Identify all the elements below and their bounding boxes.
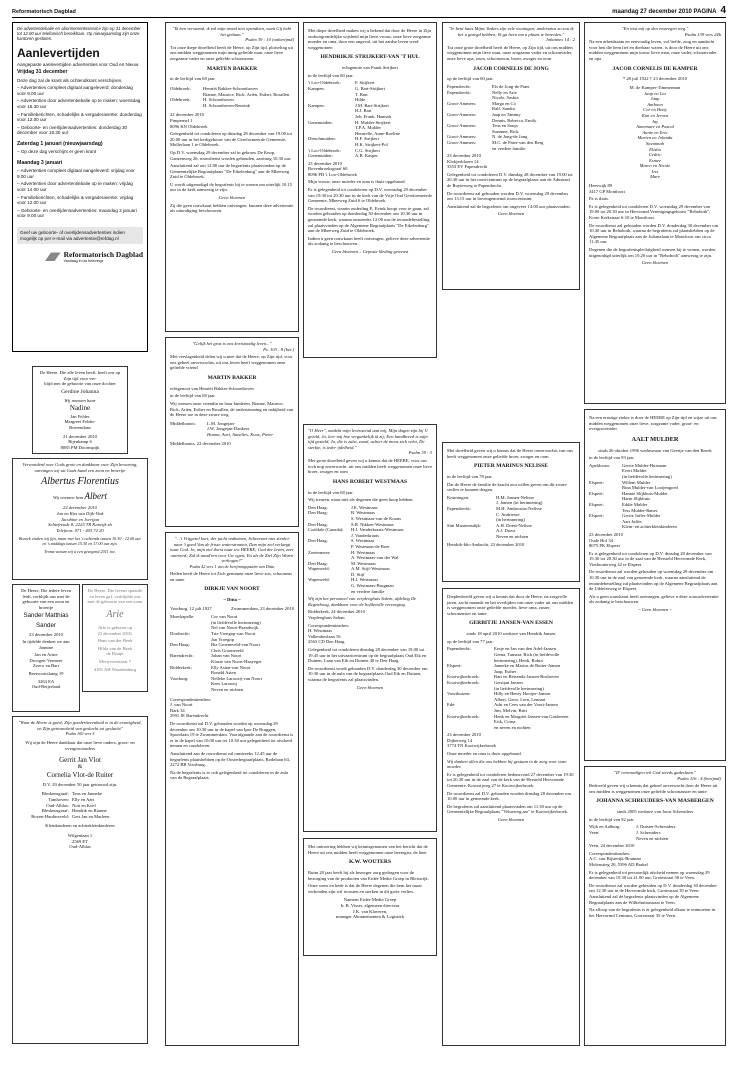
family-names: Hilly en Henry Hooijer-Jansen [494,691,551,697]
family-row [589,524,721,530]
family-place: Coaldale (Canada): [308,527,344,533]
family-member: Annie en Eric [642,129,668,135]
family-names: H. Westmaas [351,549,376,555]
family-names: A. Westmaas-van der Wal [351,555,399,561]
family-names: J. Jansen (in herinnering) [496,500,543,506]
refdag-logo: Reformatorisch Dagblad Vandaag in uw belevings [17,250,143,264]
family-names: Suzanne, Rick [492,128,519,134]
family-place: Papendrecht: [447,646,471,652]
family-names: S.B. Nikken-Westmaas [351,521,394,527]
page-date: maandag 27 december 2010 PAGINA 4 [612,5,726,16]
family-member: Jay [651,118,659,124]
family-names: Dennis, Rebecca, Emily [492,117,537,123]
family-names: M.H. Ambrosius-Nelisse [496,505,542,511]
family-list [589,85,721,180]
family-names: A.B. Kasper [355,153,378,159]
family-names: Klein- en achterkleinkinderen [622,524,677,530]
family-member: Jaap en Lia [644,90,666,96]
family-names: Erik, Corna [494,719,516,725]
birth-ad-nadine: De Heere, Die alle leven heeft, heeft ons op Zijn tijd voor ver- blijd met de geboorte van onze dochter Gerdine Johanna Wij noemen haar Nadine Jan Felder Margreet Felder- Boerendans 21 december 2010 Bijenkamp 6 8085 PM Doornspijk [32,366,128,454]
family-member: Annemare en Pascal [636,124,674,130]
family-names: Ronald Asten [211,670,236,676]
family-names: Job, Frank, Hannah [355,113,391,119]
family-names: Eesje en Jan van den Adel-Jansen [494,646,556,652]
family-names: Chris Groeneveld [211,647,244,653]
family-place: Wapenveld: [308,577,330,583]
list-3-jan: – Advertenties compleet digitaal aangeleverd: vrijdag voor 9.00 uur – Advertenties door advertentiebalie op te maken: vrijdag voor 14.00 uur – Familieberichten, schadelijks & vergaderavertie: vrijdag voor 12.00 uur – Geboorte- en overlijdensadvertenties: maandag 3 januari voor 9.00 uur [17,168,137,219]
family-place: Genemuiden: [308,153,333,159]
family-names: Eddie Mulder [622,501,648,507]
obituary-aalt-mulder: Na een ernstige ziekte is door de HEERE op Zijn tijd en wijze uit ons midden weggenomen onze lieve, zorgzame vader, groot- en overgrootvader AALT MULDER sinds 26 oktober 1996 weduwnaar van Geertje van den Broek in de leeftijd van 93 jaar. Apeldoorn: Gerrie Mulder-Huisman Evert Mulder (in liefdevolle herinnering) Elspeet: Willem Mulder Rina Mulder-van Looijengoed Elspeet: Hannie Slijkhuis-Mulder Harm Slijkhuis Elspeet: Eddie Mulder Tess Mulder-Ranes Elspeet: Gerrie Juffer-Mulder Aart Juffer Klein- en achterkleinkinderen 23 december 2010 Oude Hof 34 8075 PK Elspeet Er is gelegenheid tot condoleren op D.V. dinsdag 28 december van 19.30 tot 20.30 uur in de zaal van de Hersteld Hervormde Kerk, Vierhouterweg 42 te Elspeet. De rouwdienst zal worden gehouden op woensdag 29 december om 10.30 uur in de zaal van genoemde kerk, waarna aansluitend de teraardebestelling zal plaatsvinden op de Algemene Begraafplaats aan de Uddelerweg te Elspeet. Als u geen rouwkaart heeft ontvangen, gelieve u deze rouwadvertentie als zodanig te beschouwen. ~ Geen bloemen ~ [584,409,726,761]
family-place [589,524,619,530]
family-names: C.G. Strijkert [355,147,380,153]
family-place: Moerkapelle: [170,614,195,620]
family-names: Neven en nichten [211,687,244,692]
aanlevertijden-notice: De advertentiebalie en abonnementsservice zijn op 31 december tot 12.00 uur telefonisch bereikbaar. Op nieuwjaarsdag zijn onze kantoren gesloten. Aanlevertijden Aangepaste aanlevertijden advertenties voor Oud en Nieuw. Vrijdag 31 december Deze dag zal de krant als ochtendkrant verschijnen. – Advertenties compleet digitaal aangeleverd: donderdag voor 9.00 uur – Advertenties door advertentiebalie op te maken: woensdag voor 15.30 uur – Familieberichten, schadelijks & vergaderavertie: donderdag voor 12.00 uur – Geboorte- en overlijdensadvertenties: donderdag 30 december voor 18.30 uur Zaterdag 1 januari (nieuwjaarsdag) – Op deze dag verschijnt er geen krant Maandag 3 januari – Advertenties compleet digitaal aangeleverd: vrijdag voor 9.00 uur – Advertenties door advertentiebalie op te maken: vrijdag voor 14.00 uur – Familieberichten, schadelijks & vergaderavertie: vrijdag voor 12.00 uur – Geboorte- en overlijdensadvertenties: maandag 3 januari voor 9.00 uur Geef uw geboorte- of overlijdensadvertenties indien mogelijk op per e-mail via advertentie@refdag.nl Reformatorisch Dagblad Vandaag in uw belevings [12,22,148,352]
family-names: Kees Laroozij [211,681,237,687]
family-names: T. Bart [355,91,368,97]
family-place: Den Haag: [170,642,190,648]
family-place: Elspeet: [589,513,604,519]
family-names: J. Vanderkraats [351,532,379,538]
obituary-hendrikje-strijkert: Met diepe droefheid maken wij u bekend dat door de Heere in Zijn ondoorgrondelijke wijsheid mijn lieve vrouw, onze lieve zorgzame moeder en oma, door een ongeval, uit het aardse leven werd weggenomen HENDRIKJE STRIJKERT-VAN 'T HUL echtgenote van Frank Strijkert in de leeftijd van 60 jaar. 't Loo-Oldebroek: F. Strijkert Kampen: G. Bart-Strijkert T. Bart Hilde Kampen: J.M. Bart-Strijkert H.J. Bart Job, Frank, Hannah Genemuiden: H. Mulder-Strijkert T.P.A. Mulder Henrielle, Anne-Roeline Dieschmuiden: H.F. Strijkert H.K. Strijkert-Pol 't Loo-Oldebroek: C.G. Strijkert Genemuiden: A.B. Kasper 23 december 2010 Bovenbroeksgraaf 60 8096 PD 't Loo-Oldebroek Mijn vrouw, onze moeder en oma is thuis opgebaard. Er is gelegenheid tot condoleren op D.V. woensdag 29 december van 19.30 tot 20.30 uur in de kerk van de Vrije Oud Gereformeerde Gemeente, Mheeweg Zuid 6 te Oldebroek. De rouwdienst, waarin ouderling E. Evink hoopt voor te gaan, zal worden gehouden op donderdag 30 december om 10.30 uur in genoemde kerk, waarna omstreeks 12.00 uur de teraardebestelling zal plaatsvinden op de Algemene Begraafplaats "De Eikelenburg" aan de Mheeweg Zuid te Oldebroek. Indien u geen rouwkaart heeft ontvangen, gelieve deze advertentie als zodanig te beschouwen. Geen bloemen – Gepaste kleding gewenst [303,22,437,358]
family-member: Esmee [649,157,661,163]
family-names: Bia Groeneveld-van Noort [211,642,260,648]
family-names: Nicole, Saskia [492,95,519,101]
family-member: Cor en Hetty [643,107,667,113]
family-names: Els de Jong-de Pater [492,83,530,89]
list-31-dec: – Advertenties compleet digitaal aangeleverd: donderdag voor 9.00 uur – Advertenties door advertentiebalie op te maken: woensdag voor 15.30 uur – Familieberichten, schadelijks & vergaderavertie: donderdag voor 12.00 uur – Geboorte- en overlijdensadvertenties: donderdag 30 december voor 18.30 uur [17,85,142,136]
family-place: Kruiningen: [447,494,470,500]
family-member: Jaap [650,96,660,102]
family-names: en neven en nichten [494,724,531,730]
family-names: H.J. Bart [355,108,372,114]
family-place: Papendrecht: [447,89,471,95]
family-place [447,534,493,540]
family-place: Sint Maartensdijk: [447,522,482,528]
family-place: Voorburg: [170,675,189,681]
family-place: Den Haag: [308,521,328,527]
family-place: Kampen: [308,85,325,91]
family-names: Jim, Melvin, Britt [494,707,527,713]
family-names: Elly Asten-van Noort [211,664,251,670]
family-names: H.M. Jansen-Nelisse [496,494,535,500]
family-place: 't Loo-Oldebroek: [308,80,341,86]
obituary-dirkje-van-noort: "...'t Vrijgezel kort, der jacht ontkomen, Schreeuwt niet sterker naar 't goed Van de frisse waterstromen, Dan mijn ziel verlangt naar God. Ja, mijn ziel dorst naar uw HEERE; God der leven, zeer ontroerd; Zal ik naad'ren voor Uw ogen; En als de Ziel Zijn Wezen verhogen?" Psalm 42 vers 1 van de berijmingspsalm van Dittu Heden heeft de Heere tot Zich genomen onze lieve zus, schoonzus en tante DIRKJE VAN NOORT ~ Ditta ~ Voorburg, 12 juli 1927 Zwammerdam, 23 december 2010 Moerkapelle: Cor van Noort (in liefdevolle herinnering) Nel van Noort-Brandwijk Dordrecht: Trie Vroegop-van Noort Jan Vroegop Den Haag: Bia Groeneveld-van Noort Chris Groeneveld Barendrecht: Johan van Noort Klazie van Noort-Haayeger Ridderkerk: Elly Asten-van Noort Ronald Asten Voorburg: Nelleke Laroozij-van Noort Kees Laroozij Neven en nichten Correspondentieadres: J. van Noort Bark 34 2991 JE Barendrecht De rouwdienst zal D.V. gehouden worden op woensdag 29 december om 10.30 uur in de kapel van Ipse De Bruggen, Spoorlaan 19 te Zwammerdam. Voorafgaande aan de rouwdienst is er in de kapel van 10.00 uur tot 10.30 uur gelegenheid tot afscheid nemen en condoleren. Aansluitend aan de rouwdienst zal omstreeks 12.45 uur de begrafenis plaatshebben op de Oosterbegraafplaats, Rodelaan 64, 2272 BB Voorburg. Na de begrafenis is er ook gelegenheid tot condoleren in de aula van de Begraafplaats. [165,532,299,1046]
family-list [447,495,575,540]
family-place: Kootwijkerbroek: [447,713,480,719]
family-row [447,534,575,540]
family-row [308,153,432,159]
family-names: Johan van Noort [211,653,242,659]
family-names: Nelleke Laroozij-van Noort [211,675,263,681]
family-place: 't Loo-Oldebroek: [308,147,341,153]
deceased-name: MARTEN BAKKER [206,65,258,72]
family-member: Mare [650,174,660,180]
family-names: Willem Mulder [622,479,651,485]
obituary-martin-bakker: "Gelijk het gras is ons kortstondig leven..." Ps. 103 : 8 (ber.) Met verslagenheid delen wij u mee dat de Heere, op Zijn tijd, voor ons geheel onverwachts, uit ons leven heeft weggenomen onze geliefde vriend MARTIN BAKKER echtgenoot van Henriët Bakker-Schoonhoven in de leeftijd van 68 jaar. Wij wensen onze vriendin en haar kinderen, Rianne, Maurice, Rick, Arièn, Esther en Rosallen, de ondersteuning en nabijheid van de Heere toe in deze zware weg. Middelharnis: L.M. Jongejan- J.W. Jongejan-Dankers Hanna, Aart, Annelies, Koos, Pieter Middelharnis, 22 december 2010 [165,337,299,527]
family-place: Veen: [589,829,600,835]
family-place: Den Haag: [308,510,328,516]
family-place: Dordrecht: [170,631,190,637]
family-names: Neven en nichten [636,835,669,841]
family-place [308,589,348,595]
obituary-jacob-de-kamper: "En wist mij op den ewaregen weg." Psalm 139 vers 24b Na een arbeidzaam en eenvoudig leven, vol liefde, zorg en aandacht voor hen die hem lief en dierbaar waren, is door de Heere uit ons midden weggenomen mijn trouw lieve man, onze vader, schoonvader en opa JACOB CORNELIS DE KAMPER * 28 juli 1922 † 23 december 2010 M. de Kamper-Timmerman Jaap en Lia Jaap Anthoon Cor en Hetty Kim en Jeroen Jay Annemare en Pascal Annie en Eric Marien en Jolanda Savannah Elisha Cedric Esmee Marco en Nicole Iris Mare Heeswijk 89 3417 GP Montfoort Pa is thuis. Er is gelegenheid tot condoleren D.V. woensdag 29 december van 19.00 tot 20.30 uur in Hervormd Verenigingsgebouw "Rehoboth", Korte Kerkstraat 6-10 te Montfoort. De rouwdienst zal gehouden worden D.V. donderdag 30 december om 10.30 uur in Rehoboth, waarna de begrafenis zal plaatshebben op de Algemene Begraafplaats aan de Julianalaan te Montfoort om circa 11.45 uur. Degenen die de begrafenisplechtigheid wensen bij te wonen, worden uitgenodigd uiterlijk om 10.20 uur in "Rehoboth" aanwezig te zijn. Geen bloemen [584,22,726,404]
family-names: (in liefdevolle herinnering) [622,473,672,479]
family-member: Elisha [649,146,661,152]
wedding-family-list: Bleskensgraaf: Teus en Janneke Tamhoven: Elly en Aart Oud-Alblas: Noti en Koel Bleskensgraaf: Hendrik en Rianne Boven-Hardinxveld: Gert Jan en Marleen [31,791,110,819]
family-row [447,652,575,663]
family-names: Klazie van Noort-Haayeger [211,659,262,665]
family-place: Zoetermeer: [308,549,331,555]
family-names: J.M. Bart-Strijkert [355,102,389,108]
family-names: en verdere familie [351,588,385,594]
family-names: M.C. de Pater-van den Berg [492,139,544,145]
family-place: Den Haag: [308,504,328,510]
family-member: Marien en Jolanda [637,135,673,141]
family-place: Ridderkerk: [170,664,192,670]
family-place: Papendrecht: [447,83,471,89]
family-names: S. Westmaas-van de Kraats [351,515,402,521]
family-names: Marga en Co [492,100,516,106]
family-list [308,505,432,595]
family-names: G. Bart-Strijkert [355,85,386,91]
family-names: J. Duister-Schreuders [636,824,676,830]
family-member: Cedric [648,152,662,158]
family-place [447,652,491,663]
family-place [589,836,633,842]
wedding-anniversary-ad: "Want de Heere is goed; Zijn goedertierenheid is in de eeuwigheid, en Zijn getrouwheid van geslacht tot geslacht" Psalm 100 vers 5 Wij zijn de Heere dankbaar dat onze lieve ouders, groot- en overgrootouders Gerrit Jan Vlot & Cornelia Vlot-de Ruiter D.V. 29 december 50 jaar getrouwd zijn. Bleskensgraaf: Teus en Janneke Tamhoven: Elly en Aart Oud-Alblas: Noti en Koel Bleskensgraaf: Hendrik en Rianne Boven-Hardinxveld: Gert Jan en Marleen Kleinkinderen en achterkleinkinderen Wilgenlaan 1 2569 ET Oud-Alblas [12,716,148,1044]
family-row [589,836,721,842]
family-list [589,824,721,841]
obituary-jacob-de-jong: "Je bent haas Mijns Vaders zijn vele woningen; anderszins zo zou ik het u gezegd hebben; Ik ga heen om u plaats te bereiden." Johannes 14 : 2 Tot onze grote droefheid heeft de Heere, op Zijn tijd, uit ons midden weggenomen mijn lieve man, onze zorgzame vader en schoonvader, onze lieve opa, zoon, schoonzoon, broer, zwager en oom JACOB CORNELIS DE JONG op de leeftijd van 60 jaar. Papendrecht: Els de Jong-de Pater Papendrecht: Nelly en Arie Nicole, Saskia Groot-Ammers: Marga en Co Ralf, Sandra Groot-Ammers: Jaap en Tammy Dennis, Rebecca, Emily Groot-Ammers: Teus en Sonja Suzanne, Rick Groot-Ammers: N. de Jong-de Jong Groot-Ammers: M.C. de Pater-van den Berg en verdere familie 23 december 2010 Klokjesbloem 14 3353 EV Papendrecht Gelegenheid tot condoleren D.V. dinsdag 28 december van 19.00 tot 20.30 uur in het rouwcentrum op de begraafplaats aan de Admiraal de Ruyterweg te Papendrecht. De rouwdienst zal gehouden worden D.V. woensdag 29 december om 13.15 uur in bovengenoemd rouwcentrum. Aansluitend zal de begrafenis om ongeveer 14.00 uur plaatsvinden. Geen bloemen [442,22,580,290]
family-place: Den Haag: [308,560,328,566]
family-names: B. Westmaas [351,510,375,516]
family-names: Evert Mulder [622,468,647,474]
family-names: Gerrijan Jansen [494,679,523,685]
family-names: H.J. Westmaas [351,577,378,583]
family-names: Aart Juffer [622,518,642,524]
birth-ad-arie: De Heere, Die levens spaarde en leven gaf, verblijdde ons met de geboorte van een zoon Arie Arie is geboren op 23 december 2010. Hans van der Beek Hilda van de Beek de Bruijn Mooywenstraat 7 4181 AH Waardenburg [82,584,148,692]
family-row [447,725,575,731]
family-names: D. Stijf [351,571,365,577]
family-names: M. Westmaas [351,560,376,566]
family-place: Elspeet: [589,479,604,485]
family-place [447,725,491,731]
family-names: Adri en Cees van der Voort-Jansen [494,702,558,708]
family-names: Teus en Sonja [492,123,518,129]
family-place: Groot-Ammers: [447,139,477,145]
family-place: Groot-Ammers: [447,134,477,140]
family-member: M. de Kamper-Timmerman [629,84,681,90]
family-names: Ralf, Sandra [492,106,515,112]
obituary-gerbitje-jansen: Diepbedroefd geven wij u kennis dat door de Heere, na zorgvolle jaren, zacht maande en het overlijden van onze vader uit ons midden is weggenomen onze geliefde moeder, lieve oma, zuster, schoonzuster en tante GERBITJE JANSEN-VAN ESSEN sinds 18 april 2010 weduwe van Hendrik Jansen op de leeftijd van 77 jaar. Papendrecht: Eesje en Jan van den Adel-Jansen Gerna, Tamara, Rick (in liefdevolle herinnering), Heidi, Robin Elspeet: Janneke en Marius de Ruiter-Jansen Jaap, Esther Kootwijkerbroek: Bart en Betsenda Jansen-Boshoven Kootwijkerbroek: Gerrijan Jansen (in liefdevolle herinnering) Voorthuizen: Hilly en Henry Hooijer-Jansen Albert, Gerw, Lern, Lennart Ede: Adri en Cees van der Voort-Jansen Jim, Melvin, Britt Kootwijkerbroek: Henk en Margriet Jansen-van Gardereen Erik, Corna en neven en nichten 23 december 2010 Dijkerweg 14 3774 TN Kootwijkerbroek Onze moeder en oma is thuis opgebaard. Wij danken allen die ons hebben bij gestaan in de zorg voor onze moeder. Er is gelegenheid tot condoleren bedensvond 27 december van 19.30 tot 20.30 uur in de zaal van de kerk van de Hersteld Hervormde Gemeente, Kosterijweg 27 te Kootwijkerbroek. De rouwdienst zal D.V. gehouden worden dinsdag 28 december om 10.00 uur in genoemde kerk. De begrafenis zal aansluitend plaatsvinden om 11.30 uur op de Gemeentelijke Begraafplaats "Velueweg,aar" te Kootwijkerbroek. Geen bloemen [442,588,580,1046]
family-member: Iris [651,168,659,174]
family-names: A.H. Doest-Nelisse [496,522,532,528]
family-names: Gerrie Mulder-Huisman [622,462,667,468]
family-names: en verdere familie [492,145,526,151]
family-names: J.E. Westmaas [351,504,378,510]
obituary-marten-bakker: "Ik ben verstomd, ik zal mijn mond niet opendoen, want Gij hebt het gedaan." Psalm 39 : 10 (onberijmd) Tot onze diepe droefheid heeft de Heere, op Zijn tijd, plotseling uit ons midden weggenomen mijn innig geliefde man, onze lieve zorgzame vader en onze geliefde schoonzoon MARTEN BAKKER in de leeftijd van 68 jaar. Oldebroek: Henriët Bakker-Schoonhoven Rianne, Maurice, Rick, Arièn, Esther, Rosallen Oldebroek: H. Schoonhoven H. Schoonhoven-Reurink 22 december 2010 Pimpernel 1 8096 KN Oldebroek Gelegenheid tot condoleren op dinsdag 28 december van 19.00 tot 20.00 uur in het kerkgebouw van de Gereformeerde Gemeente, Mullerlaan 1 te Oldebroek. Op D.V. woensdag 29 december zal in gebouw De Knop, Ganzenweg 26, rouwdienst worden gehouden, aanvang 10.30 uur. Aansluitend zal om 12.00 uur de begrafenis plaatsvinden op de Gemeentelijke Begraafplaats "De Eikelenburg" aan de Mheeweg Zuid te Oldebroek. U wordt uitgenodigd de begrafenis bij te wonen om uiterlijk 10.15 uur in de kerk aanwezig te zijn. Geen bloemen Zij die geen rouwkaart hebben ontvangen, kunnen deze advertentie als uitnodiging beschouwen. [165,22,299,332]
family-names: G. Westmaas-Brugman [351,583,394,589]
family-place: Dieschmuiden: [308,136,336,142]
family-place: Barendrecht: [170,653,194,659]
family-names: Rina Mulder-van Looijengoed [622,485,678,491]
paper-name: Reformatorisch Dagblad [12,9,76,15]
family-place [170,687,208,693]
family-member: Anthoon [647,101,663,107]
family-place: Genemuiden: [308,119,333,125]
family-names: C. Andriesse [496,511,520,517]
family-place [447,146,489,152]
notice-title: Aanlevertijden [17,45,100,60]
family-list [308,80,432,158]
family-names: Hannie Slijkhuis-Mulder [622,490,668,496]
birth-ad-sander: De Heere, Die iedere leven leidt, verblijdt ons met de geboorte van een zoon en broertje Sander Matthias Sander 23 december 2010 In tijdelde denken we aan Jannine Jan en Arine Droogen-Vermeer Zoeco en Bart Beetvoortslaing 19 3263 EA Oud-Beijerland [12,584,80,712]
family-place: Kootwijkerbroek: [447,674,480,680]
family-place: Elspeet: [589,490,604,496]
family-names: H.F. Strijkert [355,136,380,142]
obituary-pieter-nelisse: Met droefheid geven wij u kennis dat de Heere onverwachts van ons heeft weggenomen onze geliefde broer, zwager en oom PIETER MARINUS NELISSE in de leeftijd van 78 jaar. Dat de Heere de familie de kracht zou willen geven om dit zware verlies te kunnen dragen. Kruiningen: H.M. Jansen-Nelisse J. Jansen (in herinnering) Papendrecht: M.H. Ambrosius-Nelisse C. Andriesse (in herinnering) Sint Maartensdijk: A.H. Doest-Nelisse A.J. Doest Neven en nichten Hendrik-Ido-Ambacht, 23 december 2010 [442,442,580,582]
family-names: Janneke en Marius de Ruiter-Jansen [494,663,561,669]
family-names: N. de Jong-de Jong [492,134,528,140]
family-member: Savannah [645,140,665,146]
family-place: Elspeet: [589,501,604,507]
page-number: 4 [720,5,726,16]
family-row [447,146,575,152]
family-names: Bart en Betsenda Jansen-Boshoven [494,674,559,680]
family-names: Trie Vroegop-van Noort [211,631,256,637]
family-place: Apeldoorn: [589,462,610,468]
family-names: Jaap en Tammy [492,111,521,117]
family-names: H. Mulder-Strijkert [355,119,391,125]
family-place: Wijk en Aalburg: [589,824,621,830]
family-names: H.J. Vanderkraats-Westmaas [351,527,404,533]
family-member: Marco en Nicole [639,163,671,169]
family-names: Albert, Gerw, Lern, Lennart [494,696,546,702]
family-list [170,614,294,692]
family-names: P. Westmaas-de Boer [351,543,390,549]
family-names: Nelly en Arie [492,89,517,95]
family-names: (in liefdevolle herinnering) [494,685,544,691]
family-names: Cor van Noort [211,614,238,620]
page-header [12,4,726,18]
family-place: Groot-Ammers: [447,111,477,117]
family-names: Neven en nichten [496,533,529,539]
obituary-johanna-schreuders: "D' eenvoudigen wil God steeds gadeslaan." Psalm 116 : 4 (berijmd) Bedroefd geven wij u kennis dat geheel onverwacht door de Heere uit ons midden is weggenomen onze geliefde schoonzuster en tante JOHANNA SCHREUDERS-VAN MASBERGEN sinds 2005 weduwe van Joost Schreuders in de leeftijd van 92 jaar. Wijk en Aalburg: J. Duister-Schreuders Veen: J. Schreuders Neven en nichten Veen, 24 december 2010 Correspondentieadres: A.C. van Bijsterijk-Bouman Molenstieg 20, 5396 AD Brakel Er is gelegenheid tot persoonlijk afscheid nemen op woensdag 29 december van 19.30 tot 21.00 uur, Grotestraat 58 te Veen. De rouwdienst zal worden gehouden op D.V. donderdag 30 december om 12.30 uur in de Hervormde kerk, Grotestraat 39 te Veen. Aansluitend zal de begrafenis plaatsvinden op de Algemene Begraafplaats aan de Wilhelminastraat te Veen. Na afloop van de begrafenis is er gelegenheid elkaar te ontmoeten in het Hervormd Centrum, Grotestraat 35 te Veen. [584,766,726,1046]
obituary-hans-westmaas: "O Heer", ontdekt mijn levenseind aan mij, Mijn dagen zijn bij U geteld, Ja, leer mij hoe vergankelijk ik zij; Een handbreed is mijn tijd gesteld, Ja, die is zulst, zozal, achter de mens zich velet, De sterkte, is ieder ijdelheid." Psalm 39 : 3 Met grote droefheid geven wij u kennis dat de HEERE, voor ons toch nog onverwacht, uit ons midden heeft weggenomen onze lieve broer, zwager en oom HANS ROBERT WESTMAAS in de leeftijd van 68 jaar. Wij treuren, maar niet als degenen die geen hoop hebben. Den Haag: J.E. Westmaas Den Haag: B. Westmaas S. Westmaas-van de Kraats Den Haag: S.B. Nikken-Westmaas Coaldale (Canada): H.J. Vanderkraats-Westmaas J. Vanderkraats Den Haag: S. Westmaas P. Westmaas-de Boer Zoetermeer: H. Westmaas A. Westmaas-van der Wal Den Haag: M. Westmaas Wapenveld: A.M. Stijf-Westmaas D. Stijf Wapenveld: H.J. Westmaas G. Westmaas-Brugman en verdere familie Wij zijn het personeel van verpleeghuis Salem, afdeling De Regenboog, dankbaar voor de liefdevolle verzorging. Ridderkerk, 24 december 2010 Verpleeghuis Salem Correspondentieadres: H. Westmaas Valkenboslaan 16 2563 CD Den Haag Gelegenheid tot condoleren dinsdag 28 december van 19.00 tot 19.45 uur in het uitvaartcentrum op de begraafplaats Oud Eik en Duinen, Laan van Eik en Duinen 40 te Den Haag. De rouwdienst wordt gehouden D.V. donderdag 30 december om 10.30 uur in de aula van de begraafplaats Oud Eik en Duinen, waarna de begrafenis zal plaatsvinden. Geen bloemen [303,424,437,832]
family-list [447,84,575,151]
family-place: Groot-Ammers: [447,123,477,129]
family-names: (in liefdevolle herinnering) [211,619,261,625]
family-names: A.J. Doest [496,528,516,534]
family-names: Hilde [355,97,366,103]
family-names: Harm Slijkhuis [622,496,650,502]
family-names: Gerrie Juffer-Mulder [622,513,661,519]
family-names: Tess Mulder-Ranes [622,507,658,513]
logo-mark-icon [45,252,61,261]
family-names: Jan Vroegop [211,636,234,642]
family-names: H.K. Strijkert-Pol [355,141,388,147]
family-place: Kootwijkerbroek: [447,679,480,685]
family-names: J. Schreuders [636,829,661,835]
family-place: Kampen: [308,102,325,108]
family-names: F. Strijkert [355,80,375,86]
family-place: Wapenveld: [308,566,330,572]
family-names: Nel van Noort-Brandwijk [211,625,259,631]
family-names: Jaap, Esther [494,668,517,674]
birth-ad-albert: Verwonderd over Gods grote en dankbaar voor Zijn bewaring, ontvingen wij uit Gods hand een zoon en broertje Albertus Florentius Wij noemen hem Albert 22 december 2010 Jan en Rixt van Dijk-Vink Jacobine en Jorrijan Schiefrende 8, 2225 TR Katwijk zh Telefoon: 071 - 403 72 20 Bezoek vinden wij fijn, maar met het 's ochtends tussen 10.30 - 12.00 uur en 's middags tussen 15.30 en 17.00 uur zijn. Tromz vanum wij u een gezegend 2011 toe. [12,458,148,580]
family-names: (in herinnering) [496,517,525,523]
family-list [447,646,575,730]
family-names: S. Westmaas [351,538,375,544]
family-place: Voorthuizen: [447,691,471,697]
family-place: Groot-Ammers: [447,100,477,106]
memorial-kw-wouters: Met ontroering hebben wij kennisgenomen van het bericht dat de Heere uit ons midden heeft weggenomen onze beeregtsr, de heer K.W. WOUTERS Ruim 20 jaar heeft hij als bezorger zorg gedragen voor de bezorging van de producten van Erdee Media Groep in Bleiswijk. Onze wens en bede is dat de Heere degenen die hem het naast verbonden zijn wil troosten en sterken in dit grote verlies. Namens Erdee Media Groep Ir. B. Visser, algemeen directeur J.K. van Klaveren, manager Abonnementen & Logistiek [303,838,437,956]
family-place: Ede: [447,702,456,708]
family-list [589,463,721,530]
family-names: Gerna, Tamara, Rick (in liefdevolle herinnering), Heidi, Robin [494,651,560,663]
family-place: Papendrecht: [447,505,471,511]
family-names: T.P.A. Mulder [355,125,381,131]
family-names: Henrielle, Anne-Roeline [355,130,400,136]
family-row [308,589,432,595]
family-names: A.M. Stijf-Westmaas [351,566,390,572]
family-names: Henk en Margriet Jansen-van Gardereen [494,713,569,719]
family-place: Den Haag: [308,538,328,544]
family-place: Elspeet: [447,663,462,669]
family-row [170,687,294,693]
family-member: Kim en Jeroen [641,112,669,118]
